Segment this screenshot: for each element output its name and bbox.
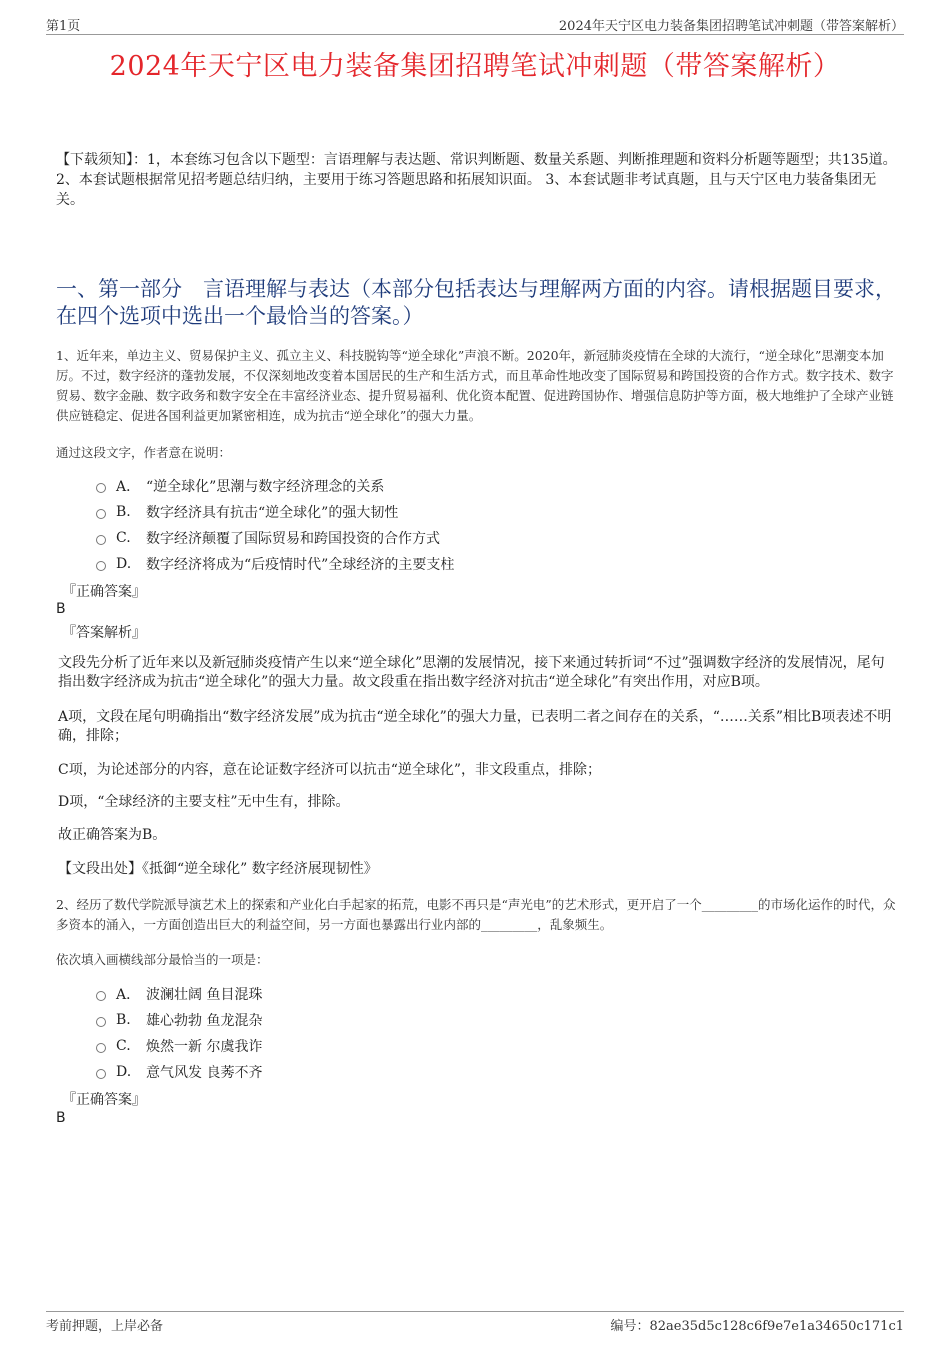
analysis-conclusion: 故正确答案为B。	[58, 827, 167, 843]
footer-serial: 编号：82ae35d5c128c6f9e7e1a34650c171c1	[610, 1319, 904, 1334]
question-1-prompt: 通过这段文字，作者意在说明：	[56, 445, 232, 460]
option-c[interactable]	[96, 525, 454, 551]
option-letter: D.	[116, 1064, 132, 1080]
passage-source: 【文段出处】《抵御“逆全球化” 数字经济展现韧性》	[58, 861, 378, 877]
analysis-paragraph: C项，为论述部分的内容，意在论证数字经济可以抗击“逆全球化”，非文段重点，排除；	[58, 762, 602, 778]
radio-icon[interactable]	[96, 1017, 106, 1027]
radio-icon[interactable]	[96, 1069, 106, 1079]
question-2-prompt: 依次填入画横线部分最恰当的一项是：	[56, 952, 269, 967]
radio-icon[interactable]	[96, 991, 106, 1001]
option-d[interactable]	[96, 1059, 262, 1085]
page-title: 2024年天宁区电力装备集团招聘笔试冲刺题（带答案解析）	[109, 51, 841, 82]
option-c[interactable]	[96, 1033, 262, 1059]
question-2-options	[96, 981, 262, 1085]
option-letter: C.	[116, 530, 131, 546]
option-b[interactable]	[96, 499, 454, 525]
radio-icon[interactable]	[96, 1043, 106, 1053]
option-letter: A．	[116, 987, 141, 1003]
radio-icon[interactable]	[96, 483, 106, 493]
question-1-text: 1、近年来，单边主义、贸易保护主义、孤立主义、科技脱钩等“逆全球化”声浪不断。2020年，新冠肺炎疫情在全球的大流行，“逆全球化”思潮变本加厉。不过，数字经济的蓬勃发展，不仅深刻地改变着本国居民的生产和生活方式，而且革命性地改变了国际贸易和跨国投资的合作方式。数字技术、数字贸易、数字金融、数字政务和数字安全在丰富经济业态、提升贸易福利、优化资本配置、促进跨国协作、增强信息防护等方面，极大地维护了全球产业链供应链稳定、促进各国利益更加紧密相连，成为抗击“逆全球化”的强大力量。	[56, 348, 894, 423]
page-header	[46, 14, 904, 35]
analysis-paragraph: D项，“全球经济的主要支柱”无中生有，排除。	[58, 794, 350, 810]
question-1-options	[96, 473, 454, 577]
footer-slogan: 考前押题，上岸必备	[46, 1319, 164, 1334]
option-a[interactable]	[96, 981, 262, 1007]
correct-answer-value: B	[56, 601, 66, 617]
option-text: 数字经济将成为“后疫情时代”全球经济的主要支柱	[146, 557, 455, 573]
analysis-paragraph: A项，文段在尾句明确指出“数字经济发展”成为抗击“逆全球化”的强大力量，已表明二者之间存在的关系，“……关系”相比B项表述不明确，排除；	[58, 709, 892, 744]
option-letter: B.	[116, 1012, 131, 1028]
option-text: 雄心勃勃 鱼龙混杂	[146, 1013, 263, 1029]
radio-icon[interactable]	[96, 535, 106, 545]
correct-answer-label: 『正确答案』	[62, 1092, 146, 1108]
header-doc-title: 2024年天宁区电力装备集团招聘笔试冲刺题（带答案解析）	[558, 19, 904, 34]
analysis-paragraph: 文段先分析了近年来以及新冠肺炎疫情产生以来“逆全球化”思潮的发展情况，接下来通过转折词“不过”强调数字经济的发展情况，尾句指出数字经济成为抗击“逆全球化”的强大力量。故文段重在指出数字经济对抗击“逆全球化”有突出作用，对应B项。	[58, 655, 885, 690]
option-text: 焕然一新 尔虞我诈	[146, 1039, 263, 1055]
correct-answer-label: 『正确答案』	[62, 584, 146, 600]
option-text: 数字经济具有抗击“逆全球化”的强大韧性	[146, 505, 399, 521]
radio-icon[interactable]	[96, 509, 106, 519]
analysis-label: 『答案解析』	[62, 625, 146, 641]
option-d[interactable]	[96, 551, 454, 577]
question-2-text: 2、经历了数代学院派导演艺术上的探索和产业化白手起家的拓荒，电影不再只是“声光电”的艺术形式，更开启了一个_________的市场化运作的时代，众多资本的涌入，一方面创造出巨大的利益空间，另一方面也暴露出行业内部的_________，乱象频生。	[56, 897, 896, 932]
option-letter: A．	[116, 479, 141, 495]
option-letter: B.	[116, 504, 131, 520]
radio-icon[interactable]	[96, 561, 106, 571]
correct-answer-value: B	[56, 1110, 66, 1126]
option-text: 意气风发 良莠不齐	[146, 1065, 263, 1081]
option-text: 数字经济颠覆了国际贸易和跨国投资的合作方式	[146, 531, 440, 547]
option-letter: D.	[116, 556, 132, 572]
download-notice: 【下载须知】：1，本套练习包含以下题型：言语理解与表达题、常识判断题、数量关系题、判断推理题和资料分析题等题型；共135道。 2、本套试题根据常见招考题总结归纳，主要用于练习答题思路和拓展知识面。 3、本套试题非考试真题，且与天宁区电力装备集团无关。	[56, 152, 897, 208]
option-text: “逆全球化”思潮与数字经济理念的关系	[146, 479, 385, 495]
section-heading: 一、第一部分 言语理解与表达（本部分包括表达与理解两方面的内容。请根据题目要求，在四个选项中选出一个最恰当的答案。）	[56, 277, 896, 328]
page-footer	[46, 1311, 904, 1334]
option-b[interactable]	[96, 1007, 262, 1033]
option-a[interactable]	[96, 473, 454, 499]
page-number: 第1页	[46, 19, 81, 34]
option-text: 波澜壮阔 鱼目混珠	[146, 987, 263, 1003]
option-letter: C.	[116, 1038, 131, 1054]
